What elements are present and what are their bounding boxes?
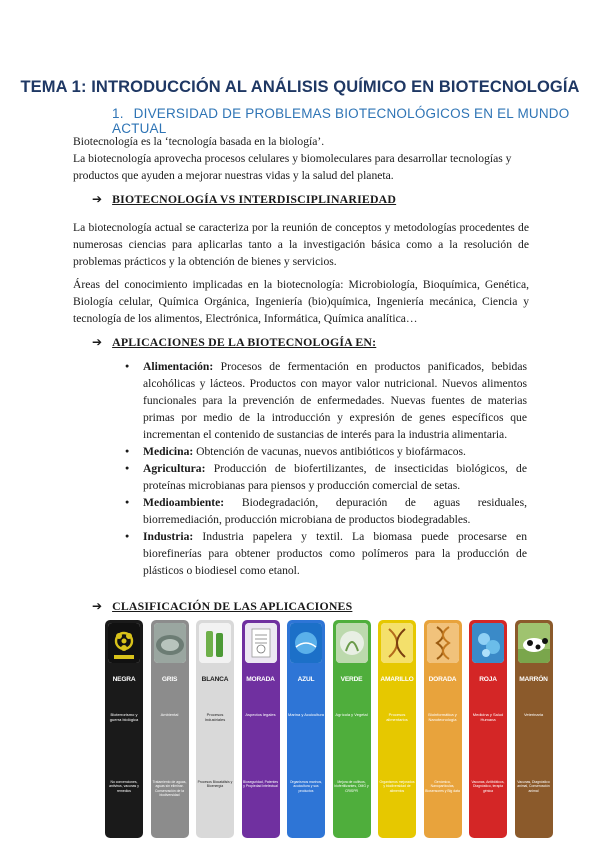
classification-area: Medicina y Salud Humana	[472, 712, 504, 722]
document-icon	[245, 623, 277, 663]
term: Alimentación:	[143, 360, 214, 373]
classification-column-verde	[333, 620, 371, 838]
classification-column-amarillo	[378, 620, 416, 838]
classification-name: MARRÓN	[519, 676, 548, 683]
classification-name: AZUL	[297, 676, 315, 683]
classification-examples: Vacunas, Antibióticos, Diagnóstico, terapia génica	[471, 780, 505, 793]
heading-clasificacion	[92, 599, 352, 614]
description: Producción de biofertilizantes, de insecticidas biológicos, de proteínas microbianas para piensos y producción comercial de setas.	[143, 462, 527, 492]
classification-name: AMARILLO	[380, 676, 414, 683]
classification-column-blanca	[196, 620, 234, 838]
classification-area: Ambiental	[160, 712, 179, 717]
classification-examples: Vacunas, Diagnóstico animal, Conservación animal	[517, 780, 550, 793]
heading-text: APLICACIONES DE LA BIOTECNOLOGÍA EN:	[112, 335, 377, 349]
classification-column-morada	[242, 620, 280, 838]
classification-column-dorada	[424, 620, 462, 838]
classification-column-gris	[151, 620, 189, 838]
classification-area: Agrícola y Vegetal	[335, 712, 368, 717]
classification-name: MORADA	[246, 676, 275, 683]
classification-column-azul	[287, 620, 325, 838]
term: Agricultura:	[143, 462, 206, 475]
classification-area: Marina y Acuicultura	[288, 712, 325, 717]
wheat-icon	[336, 623, 368, 663]
classification-name: GRIS	[161, 676, 178, 683]
classification-examples: Bioseguridad, Patentes y Propiedad Intelectual	[242, 780, 279, 789]
arrow-icon: ➔	[92, 335, 103, 349]
classification-examples: Procesos Biocatálisis y Bioenergía	[197, 780, 233, 789]
arrow-icon: ➔	[92, 599, 103, 613]
classification-examples: Mejora de cultivos, biofertilizantes, OMG y CRISPR	[334, 780, 369, 793]
paragraph-areas: Áreas del conocimiento implicadas en la biotecnología: Microbiología, Bioquímica, Genética, Biología celular, Química Orgánica, Ingeniería (bio)química, Ingeniería mecánica, Ciencia y tecnología de los alimentos, Electrónica, Informática, Química analítica…	[73, 278, 529, 325]
classification-name: DORADA	[428, 676, 457, 683]
classification-strip	[105, 620, 557, 838]
paragraph-interdisciplinary: La biotecnología actual se caracteriza por la reunión de conceptos y metodologías procedentes de numerosas ciencias para aplicarlas tanto a la investigación básica como a la resolución de problemas prácticos y la obtención de bienes y servicios.	[73, 221, 529, 268]
classification-area: Aspectos legales	[245, 712, 276, 717]
classification-area: Procesos Industriales	[204, 712, 226, 722]
classification-examples: Tratamiento de aguas, aguas sin eliminar. Conservación de la biodiversidad	[152, 780, 187, 798]
classification-name: VERDE	[340, 676, 363, 683]
list-item	[125, 494, 527, 528]
classification-area: Bioterrorismo y guerra biológica	[109, 712, 139, 722]
arrow-icon: ➔	[92, 192, 103, 206]
list-item	[125, 528, 527, 579]
dna-helix-icon	[427, 623, 459, 663]
classification-examples: Organismos mejorados y biodiversidad de alimentos	[379, 780, 415, 793]
list-item	[125, 443, 527, 460]
cow-icon	[518, 623, 550, 663]
classification-column-roja	[469, 620, 507, 838]
classification-name: ROJA	[479, 676, 497, 683]
term: Medicina:	[143, 445, 194, 458]
section-title	[112, 106, 600, 136]
intro-line-2: La biotecnología aprovecha procesos celulares y biomoleculares para desarrollar tecnologías y productos que ayuden a mejorar nuestras vidas y la salud del planeta.	[73, 152, 512, 182]
heading-text: BIOTECNOLOGÍA VS INTERDISCIPLINARIEDAD	[112, 192, 397, 206]
applications-list	[125, 358, 527, 579]
list-item	[125, 358, 527, 443]
description: Obtención de vacunas, nuevos antibióticos y biofármacos.	[193, 445, 466, 458]
term: Medioambiente:	[143, 496, 225, 509]
list-item	[125, 460, 527, 494]
document-title: TEMA 1: INTRODUCCIÓN AL ANÁLISIS QUÍMICO EN BIOTECNOLOGÍA	[20, 78, 580, 96]
description: Industria papelera y textil. La biomasa puede procesarse en biorefinerías para obtener productos como polímeros para la producción de plásticos o biodiesel como etanol.	[143, 530, 527, 577]
heading-text: CLASIFICACIÓN DE LAS APLICACIONES	[112, 599, 353, 613]
classification-name: NEGRA	[112, 676, 136, 683]
description: Biodegradación, depuración de aguas residuales, biorremediación, producción microbiana de productos biodegradables.	[143, 496, 527, 526]
section-number: 1.	[112, 106, 124, 121]
dna-icon	[381, 623, 413, 663]
heading-aplicaciones	[92, 335, 376, 350]
term: Industria:	[143, 530, 194, 543]
intro-line-1: Biotecnología es la ‘tecnología basada en la biología’.	[73, 135, 325, 148]
classification-name: BLANCA	[201, 676, 229, 683]
cells-icon	[472, 623, 504, 663]
section-title-text: DIVERSIDAD DE PROBLEMAS BIOTECNOLÓGICOS EN EL MUNDO ACTUAL	[112, 106, 570, 136]
classification-area: Bioinformática y Nanotecnología	[428, 712, 457, 722]
classification-column-negra	[105, 620, 143, 838]
classification-examples: Organismos marinos, acuicultura y sus productos	[289, 780, 323, 793]
classification-area: Veterinaria	[523, 712, 544, 717]
heading-interdisciplinariedad	[92, 192, 396, 207]
classification-area: Procesos alimentarios	[386, 712, 408, 722]
classification-column-marrón	[515, 620, 553, 838]
sewage-icon	[154, 623, 186, 663]
classification-examples: Genómica, Nanopartículas, Biosensores y Big data	[425, 780, 460, 793]
classification-examples: No convenciones, antivirus, vacunas y remedios	[109, 780, 139, 793]
biohazard-icon	[108, 623, 140, 663]
intro-paragraph	[73, 133, 529, 184]
bottles-icon	[199, 623, 231, 663]
ocean-icon	[290, 623, 322, 663]
description: Procesos de fermentación en productos panificados, bebidas alcohólicas y lácteos. Productos con mayor valor nutricional. Nuevos alimentos funcionales para la prevención de enfermedades. Nuevas fuentes de materias primas por medio de la introducción y expresión de genes específicos que incrementan el contenido de sustancias de interés para la industria alimentaria.	[143, 360, 527, 441]
